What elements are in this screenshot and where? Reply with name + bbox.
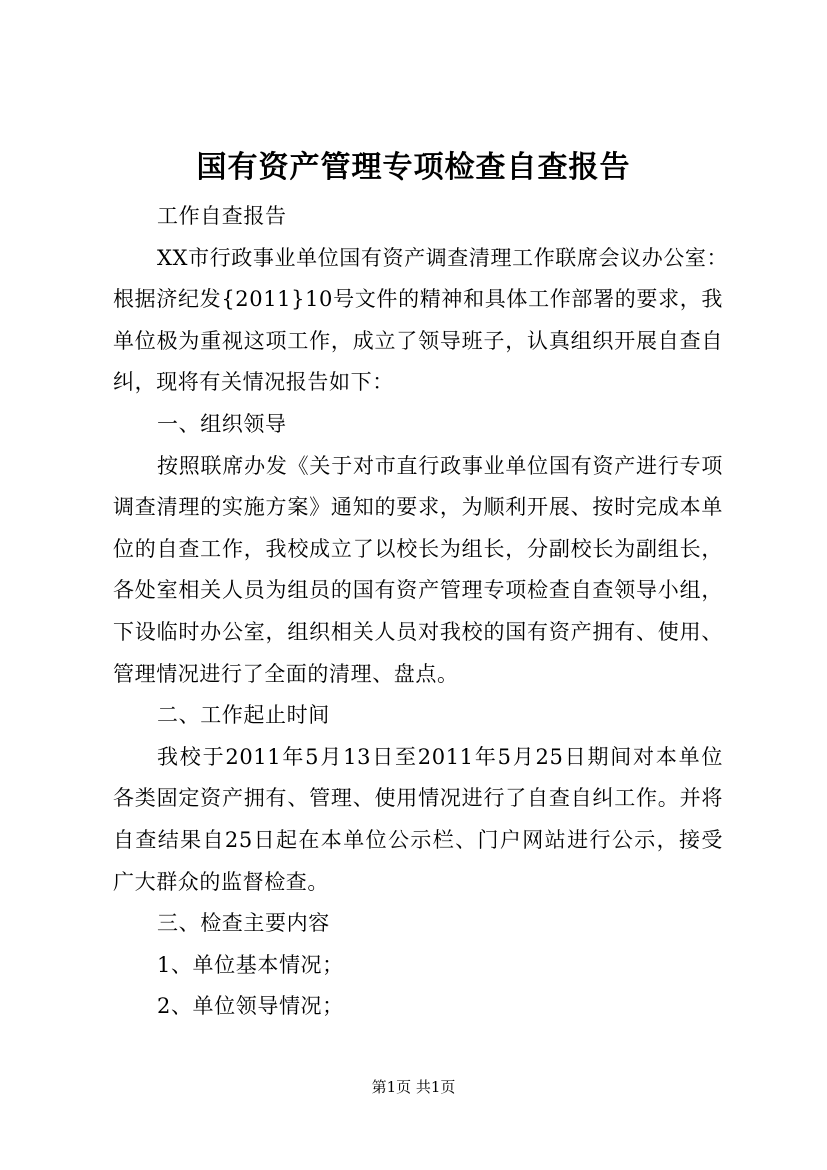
body-line: 下设临时办公室，组织相关人员对我校的国有资产拥有、使用、 [113,619,723,644]
body-line: 工作自查报告 [157,204,287,228]
body-line: 管理情况进行了全面的清理、盘点。 [113,661,459,686]
body-line: 我校于2011年5月13日至2011年5月25日期间对本单位 [157,744,723,769]
page-footer: 第1页 共1页 [371,1078,456,1096]
body-line: 单位极为重视这项工作，成立了领导班子，认真组织开展自查自 [113,328,723,353]
body-line: 调查清理的实施方案》通知的要求，为顺利开展、按时完成本单 [113,495,723,520]
document-body [113,196,729,1028]
body-line: XX市行政事业单位国有资产调查清理工作联席会议办公室： [157,245,729,270]
body-line: 三、检查主要内容 [157,911,330,936]
body-line: 二、工作起止时间 [157,703,330,728]
body-line: 自查结果自25日起在本单位公示栏、门户网站进行公示，接受 [113,827,723,852]
body-line: 纠，现将有关情况报告如下： [113,370,394,395]
body-line: 一、组织领导 [157,411,287,436]
body-line: 1、单位基本情况； [157,952,344,977]
body-line: 位的自查工作，我校成立了以校长为组长，分副校长为副组长， [113,536,723,561]
body-line: 各类固定资产拥有、管理、使用情况进行了自查自纠工作。并将 [113,786,723,811]
body-line: 根据济纪发{2011}10号文件的精神和具体工作部署的要求，我 [113,287,723,312]
body-line: 广大群众的监督检查。 [113,869,329,894]
document-title: 国有资产管理专项检查自查报告 [196,150,631,185]
body-line: 2、单位领导情况； [157,994,344,1019]
body-line: 按照联席办发《关于对市直行政事业单位国有资产进行专项 [157,453,723,478]
body-line: 各处室相关人员为组员的国有资产管理专项检查自查领导小组， [113,578,723,603]
